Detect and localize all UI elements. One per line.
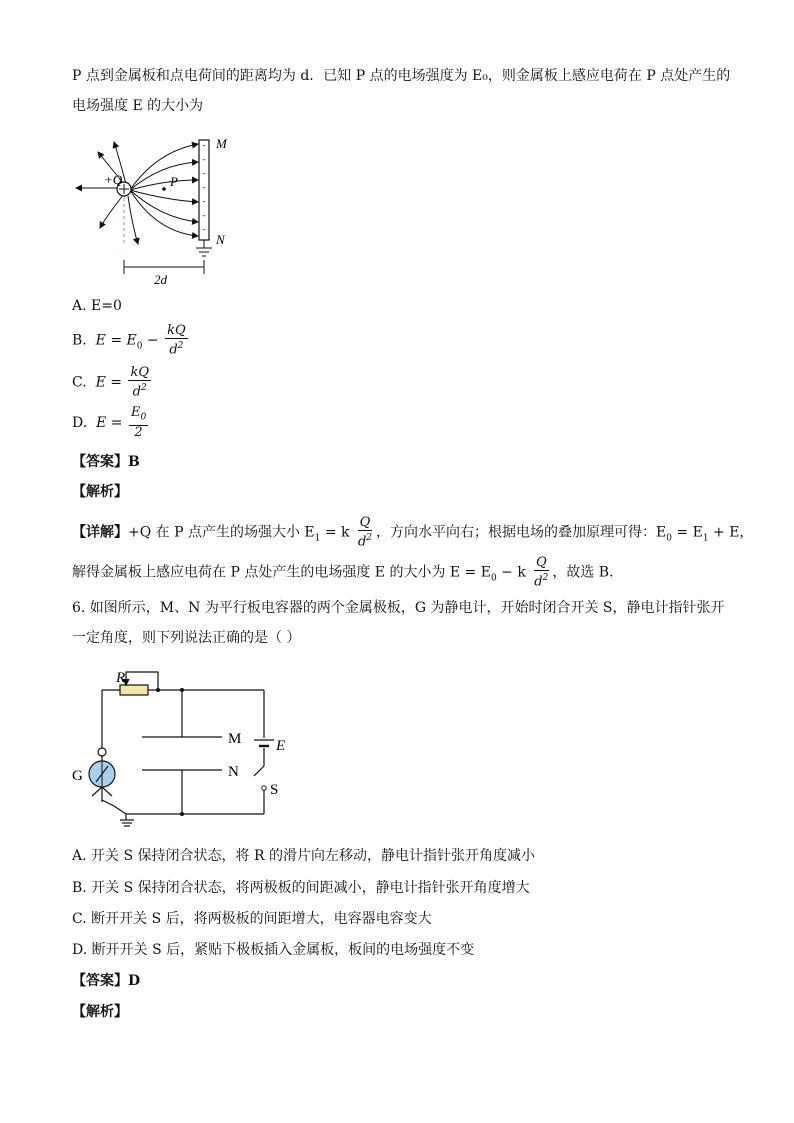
label-M: M [216,136,227,151]
q5-stem-line-2: 电场强度 E 的大小为 [72,98,204,114]
label-2d: 2d [154,272,167,287]
q5-detail-line-2: 解得金属板上感应电荷在 P 点处产生的电场强度 E 的大小为 $E = E_0 - k$ $\frac{Q}{d^2}$ ，故选 B． [72,555,624,590]
label-N: N [228,764,239,780]
option-label: D. [72,414,88,431]
q6-analysis: 【解析】 [72,1004,128,1020]
plate-charge-sign: - [202,154,206,164]
option-label: C. [72,374,87,391]
label-S: S [270,782,279,798]
q6-figure-capacitor-circuit [70,664,300,834]
plate-charge-sign: - [202,196,206,206]
q6-option-b: B. 开关 S 保持闭合状态，将两极板的间距减小，静电计指针张开角度增大 [72,880,530,896]
q6-stem-line-1: 6. 如图所示，M、N 为平行板电容器的两个金属极板，G 为静电计，开始时闭合开关 S，静电计指针张开 [72,600,725,616]
point-P [162,187,166,191]
q6-option-a: A. 开关 S 保持闭合状态，将 R 的滑片向左移动，静电计指针张开角度减小 [72,848,535,864]
q5-answer: 【答案】B [72,454,140,470]
q5-figure-point-charge-and-plate [66,132,246,292]
label-E: E [276,738,286,754]
label-N: N [216,232,225,247]
q5-option-c: C. E = $\frac{kQ}{d^2}$ [72,365,149,400]
q6-stem-line-2: 一定角度，则下列说法正确的是（ ） [72,630,301,646]
plate-charge-sign: - [202,182,206,192]
plate-charge-sign: - [202,224,206,234]
plate-charge-sign: - [202,140,206,150]
plate-charge-sign: - [202,210,206,220]
rheostat-R [120,685,148,695]
q6-option-d: D. 断开开关 S 后，紧贴下极板插入金属板，板间的电场强度不变 [72,942,475,958]
q5-option-d: D. E = $\frac{E_0}{2}$ [72,405,147,440]
q5-option-b: B. $E = E_0$ − $\frac{kQ}{d^2}$ [72,323,186,358]
label-P: P [170,174,178,189]
option-label: B. [72,332,87,349]
label-M: M [228,731,242,747]
q6-answer: 【答案】D [72,973,141,989]
q5-stem-line-1: P 点到金属板和点电荷间的距离均为 d．已知 P 点的电场强度为 E₀，则金属板上感应电荷在 P 点处产生的 [72,68,731,84]
q5-analysis: 【解析】 [72,484,128,500]
label-R: R [116,670,126,686]
label-G: G [72,768,83,784]
label-Q: +Q [104,172,123,187]
q5-detail-line-1: 【详解】+Q 在 P 点产生的场强大小 $E_1 = k$ $\frac{Q}{d^2}$ ，方向水平向右；根据电场的叠加原理可得：$E_0 = E_1 + E$， [72,515,754,550]
plate-charge-sign: - [202,168,206,178]
q5-option-a: A. E=0 [72,298,122,314]
q6-option-c: C. 断开开关 S 后，将两极板的间距增大，电容器电容变大 [72,911,432,927]
